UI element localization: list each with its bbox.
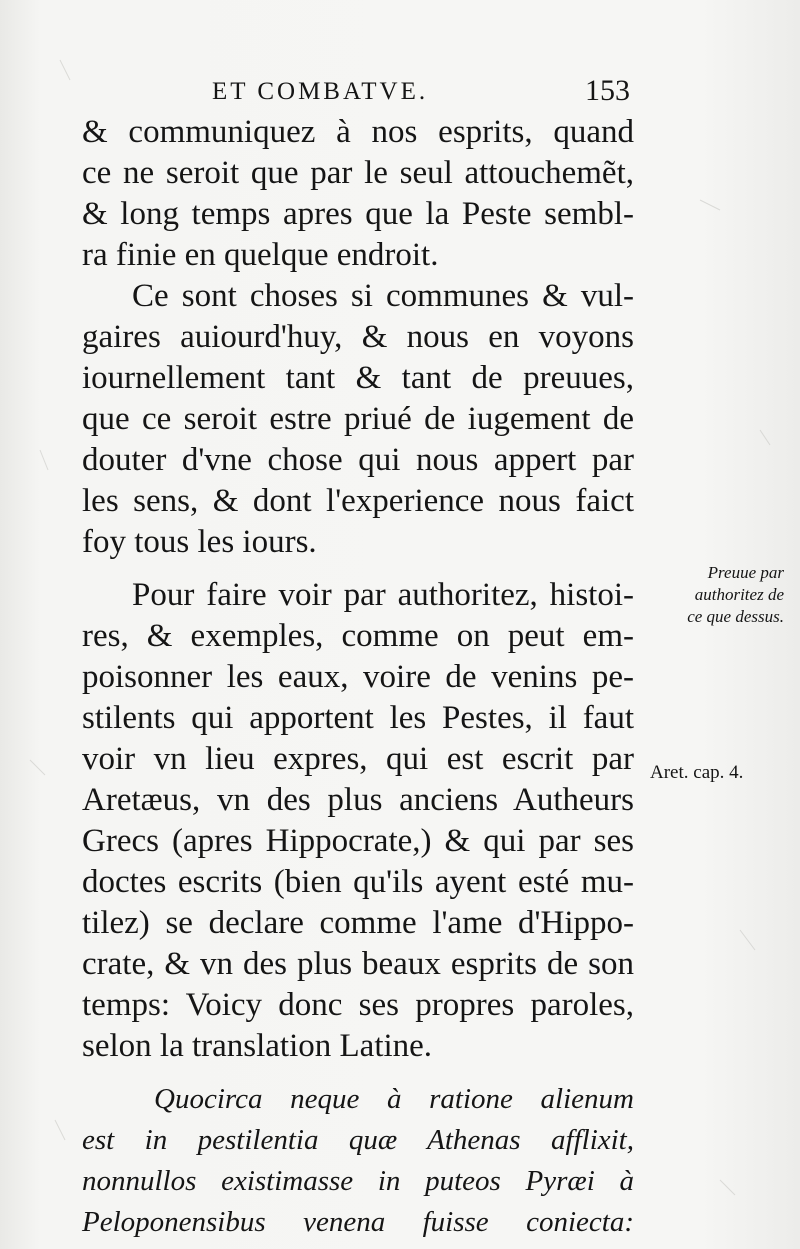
text-line: les sens, & dont l'experience nous faict [82,483,634,519]
paragraph-1 [82,112,634,276]
text-line: iournellement tant & tant de preuues, [82,360,634,396]
text-line: res, & exemples, comme on peut em- [82,618,634,654]
text-line: douter d'vne chose qui nous appert par [82,442,634,478]
paragraph-3 [82,575,634,1067]
body-text [82,112,634,1243]
margin-reference: Aret. cap. 4. [650,762,744,783]
text-line: ce ne seroit que par le seul attouchemẽt, [82,155,634,191]
text-line: gaires auiourd'huy, & nous en voyons [82,319,634,355]
running-head: ET COMBATVE. [212,78,429,105]
text-line: Aretæus, vn des plus anciens Autheurs [82,782,634,818]
text-line: voir vn lieu expres, qui est escrit par [82,741,634,777]
paragraph-2 [82,276,634,563]
text-line: ra finie en quelque endroit. [82,237,439,273]
text-line: est in pestilentia quæ Athenas afflixit, [82,1124,634,1156]
page-header [82,70,630,110]
text-line: foy tous les iours. [82,524,317,560]
margin-note-preuue [644,562,784,628]
margin-note-line: Preuue par [707,563,784,582]
text-line: & long temps apres que la Peste sembl- [82,196,634,232]
text-line: Ce sont choses si communes & vul- [132,278,634,314]
text-line: poisonner les eaux, voire de venins pe- [82,659,634,695]
latin-quotation [82,1079,634,1243]
text-line: & communiquez à nos esprits, quand [82,114,634,150]
margin-note-line: authoritez de [694,585,784,604]
text-line: Peloponensibus venena fuisse coniecta: [82,1206,634,1238]
text-line: nonnullos existimasse in puteos Pyræi à [82,1165,634,1197]
text-line: temps: Voicy donc ses propres paroles, [82,987,634,1023]
margin-note-line: ce que dessus. [687,607,784,626]
text-line: que ce seroit estre priué de iugement de [82,401,634,437]
text-line: crate, & vn des plus beaux esprits de son [82,946,634,982]
text-line: doctes escrits (bien qu'ils ayent esté mu- [82,864,634,900]
text-line: Grecs (apres Hippocrate,) & qui par ses [82,823,634,859]
text-line: stilents qui apportent les Pestes, il faut [82,700,634,736]
text-line: tilez) se declare comme l'ame d'Hippo- [82,905,634,941]
page-number: 153 [585,74,630,107]
text-line: Pour faire voir par authoritez, histoi- [132,577,634,613]
text-line: selon la translation Latine. [82,1028,433,1064]
text-line: Quocirca neque à ratione alienum [154,1083,634,1115]
